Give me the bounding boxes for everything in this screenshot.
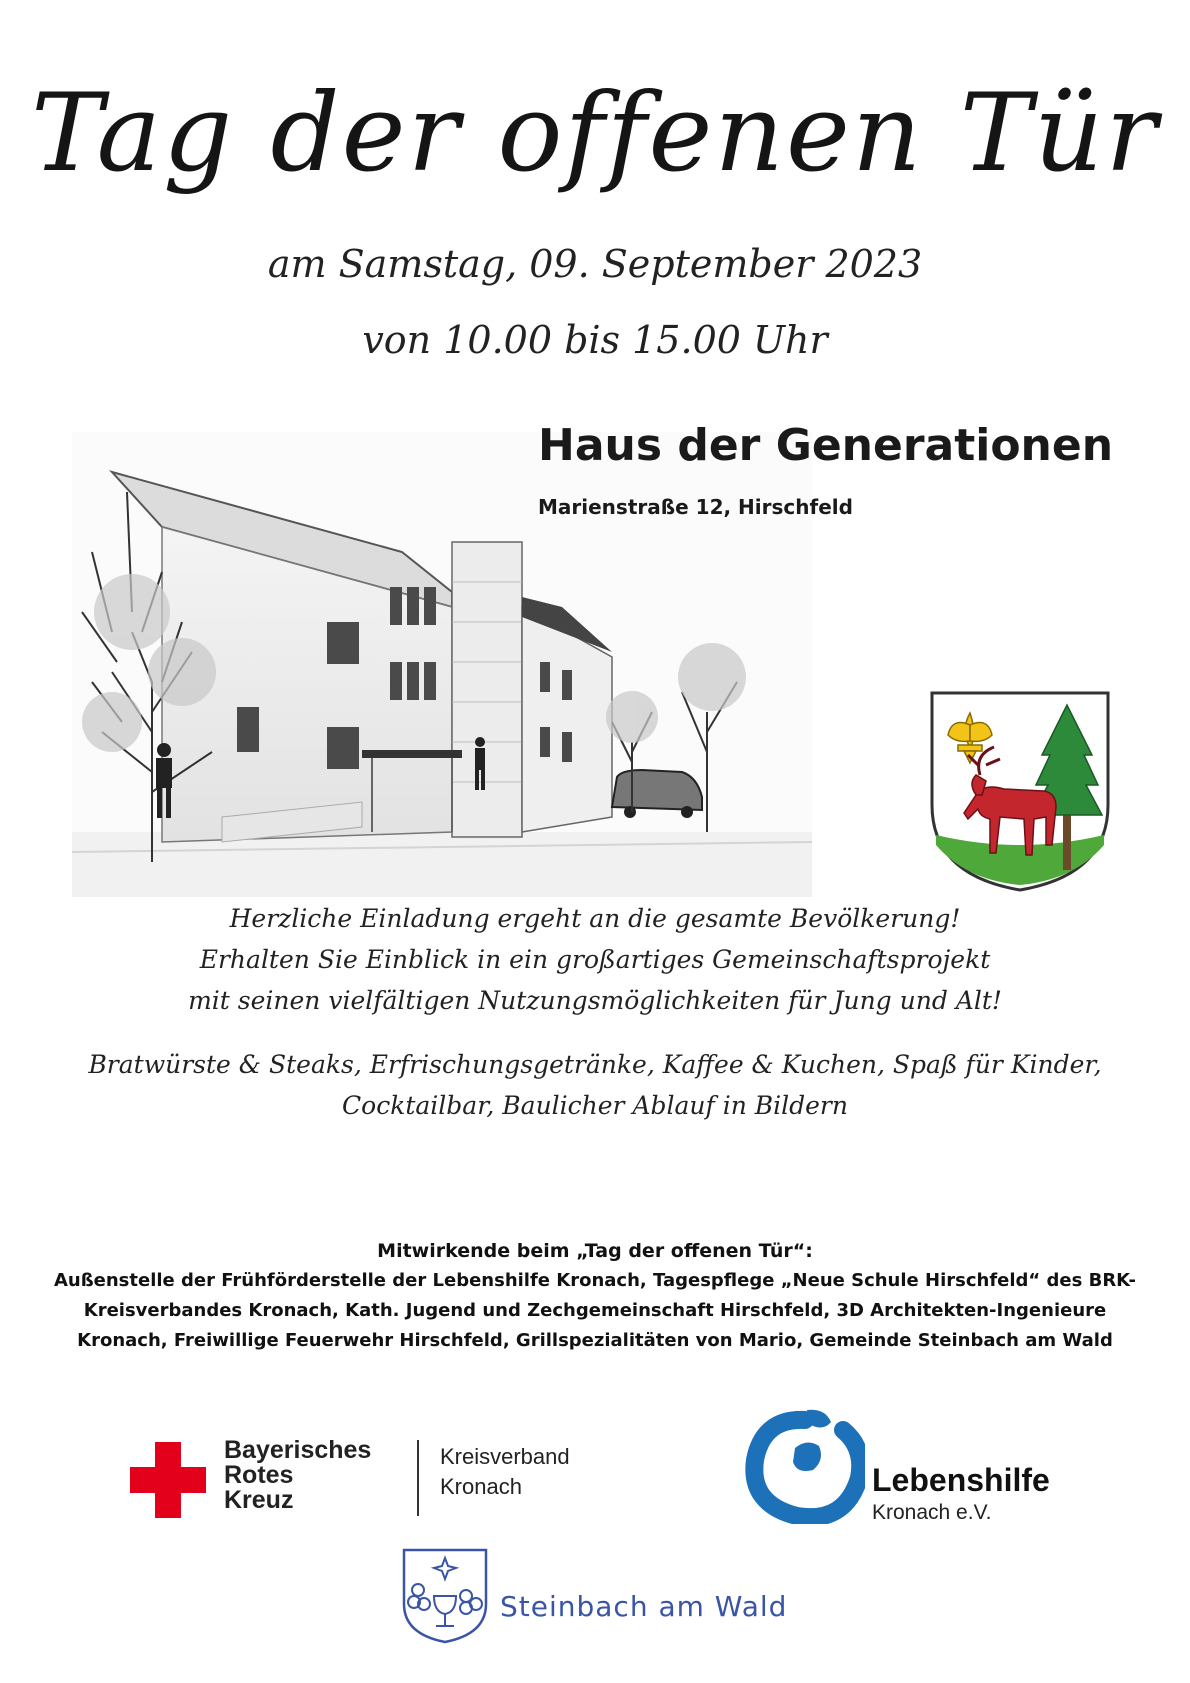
brk-divider xyxy=(417,1440,419,1516)
brk-subtitle xyxy=(440,1442,570,1502)
brk-name xyxy=(224,1438,371,1513)
page-title: Tag der offenen Tür xyxy=(31,71,1159,196)
activities-line: Cocktailbar, Baulicher Ablauf in Bildern xyxy=(342,1091,848,1120)
invitation-line: Erhalten Sie Einblick in ein großartiges Gemeinschaftsprojekt xyxy=(199,945,991,974)
brk-name-line: Kreuz xyxy=(224,1486,294,1514)
steinbach-name: Steinbach am Wald xyxy=(500,1590,788,1623)
red-cross-icon xyxy=(130,1442,206,1518)
credits-line: Kreisverbandes Kronach, Kath. Jugend und Zechgemeinschaft Hirschfeld, 3D Architekten-Ingenieure xyxy=(83,1300,1107,1321)
invitation-line: mit seinen vielfältigen Nutzungsmöglichkeiten für Jung und Alt! xyxy=(188,986,1002,1015)
credits-line: Kronach, Freiwillige Feuerwehr Hirschfeld, Grillspezialitäten von Mario, Gemeinde Steinbach am Wald xyxy=(77,1330,1113,1351)
brk-sub-line: Kronach xyxy=(440,1474,522,1499)
credits-line: Außenstelle der Frühförderstelle der Lebenshilfe Kronach, Tagespflege „Neue Schule Hirschfeld“ des BRK- xyxy=(53,1270,1137,1291)
lebenshilfe-icon xyxy=(745,1408,865,1524)
activities-line: Bratwürste & Steaks, Erfrischungsgetränke, Kaffee & Kuchen, Spaß für Kinder, xyxy=(88,1050,1102,1079)
event-time: von 10.00 bis 15.00 Uhr xyxy=(362,318,828,362)
brk-logo xyxy=(130,1438,600,1518)
credits-heading: Mitwirkende beim „Tag der offenen Tür“: xyxy=(377,1240,813,1262)
brk-name-line: Rotes xyxy=(224,1461,294,1489)
coat-of-arms xyxy=(924,685,1116,895)
event-date: am Samstag, 09. September 2023 xyxy=(267,242,923,286)
lebenshilfe-name: Lebenshilfe xyxy=(872,1462,1050,1498)
venue-name: Haus der Generationen xyxy=(538,420,1114,471)
lebenshilfe-logo xyxy=(745,1408,1085,1524)
invitation-line: Herzliche Einladung ergeht an die gesamte Bevölkerung! xyxy=(229,904,961,933)
venue-address: Marienstraße 12, Hirschfeld xyxy=(538,495,853,519)
brk-name-line: Bayerisches xyxy=(224,1436,372,1464)
lebenshilfe-subtitle: Kronach e.V. xyxy=(872,1501,992,1524)
steinbach-crest-icon xyxy=(400,1546,490,1646)
steinbach-logo xyxy=(400,1546,820,1646)
coat-of-arms-icon xyxy=(924,685,1116,895)
brk-sub-line: Kreisverband xyxy=(440,1444,570,1469)
